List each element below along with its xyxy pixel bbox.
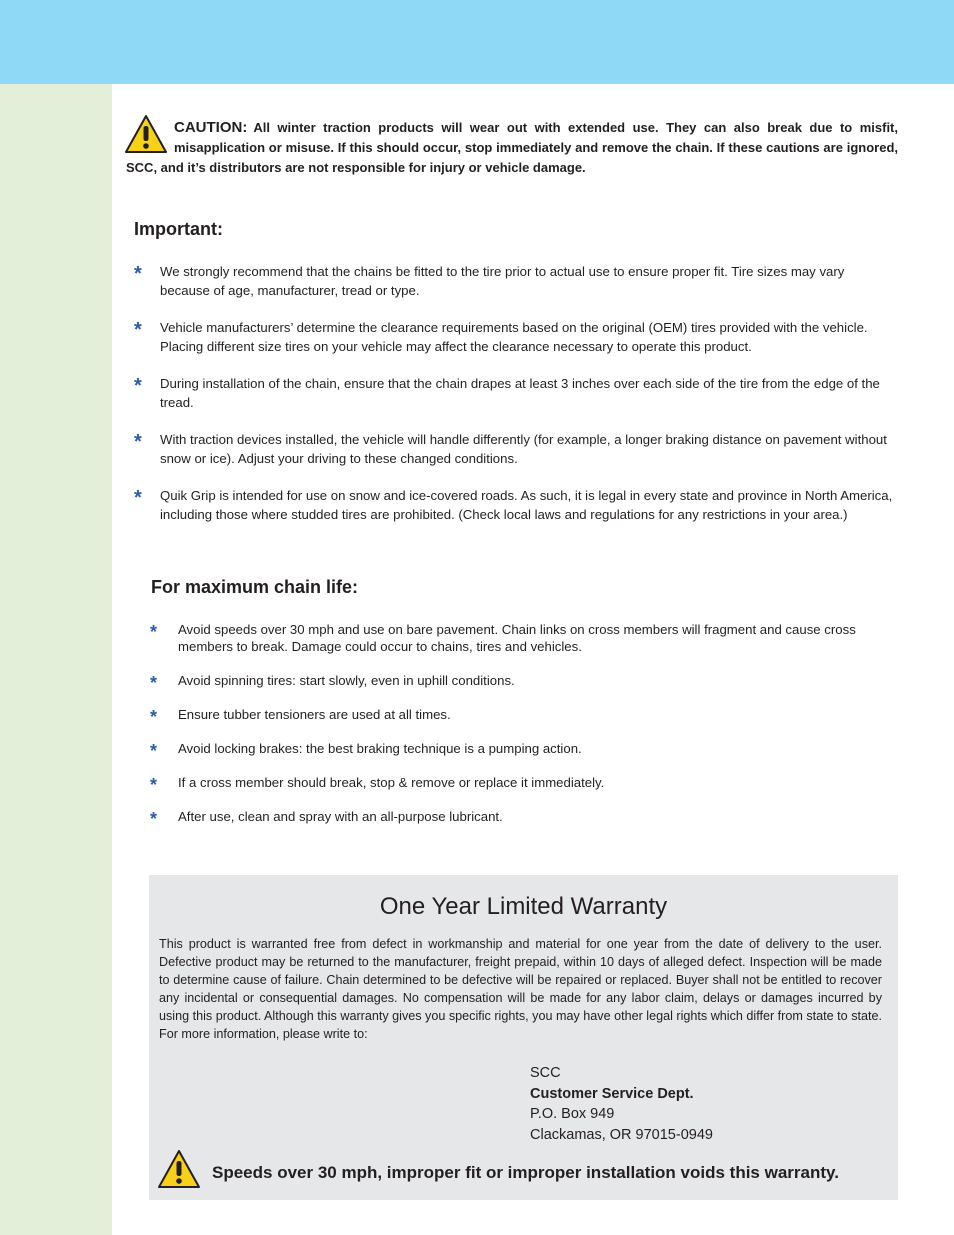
list-item-text: With traction devices installed, the vehicle will handle differently (for example, a longer braking distance on pavement without snow or ice). Adjust your driving to these changed conditions. <box>160 432 887 466</box>
warranty-title: One Year Limited Warranty <box>379 893 668 920</box>
list-item-text: Avoid spinning tires: start slowly, even in uphill conditions. <box>178 673 515 688</box>
header-band <box>0 0 954 84</box>
bullet-asterisk: * <box>134 375 142 397</box>
list-item <box>150 774 900 795</box>
bullet-asterisk: * <box>150 707 158 727</box>
list-item-text: Vehicle manufacturers’ determine the clearance requirements based on the original (OEM) tires provided with the vehicle. Placing different size tires on your vehicle may affect the clearance necessary to operate this product. <box>160 320 868 354</box>
warranty-box <box>149 875 898 1200</box>
list-item-text: After use, clean and spray with an all-purpose lubricant. <box>178 809 503 824</box>
caution-text: All winter traction products will wear out with extended use. They can also break due to misfit, misapplication or misuse. If this should occur, stop immediately and remove the chain. If these cautions are ignored, SCC, and it’s distributors are not responsible for injury or vehicle damage. <box>126 120 898 175</box>
important-list <box>134 262 894 542</box>
list-item <box>134 374 894 412</box>
sidebar-band <box>0 84 112 1235</box>
list-item <box>134 318 894 356</box>
caution-label: CAUTION: <box>174 119 248 136</box>
address-city: Clackamas, OR 97015-0949 <box>530 1126 713 1143</box>
important-heading: Important: <box>134 219 223 239</box>
list-item-text: We strongly recommend that the chains be fitted to the tire prior to actual use to ensure proper fit. Tire sizes may vary because of age, manufacturer, tread or type. <box>160 264 845 298</box>
list-item-text: Quik Grip is intended for use on snow and ice-covered roads. As such, it is legal in every state and province in North America, including those where studded tires are prohibited. (Check local laws and regulations for any restrictions in your area.) <box>160 488 893 522</box>
list-item <box>150 672 900 693</box>
list-item <box>150 621 900 655</box>
address-po-box: P.O. Box 949 <box>530 1106 615 1122</box>
list-item <box>150 706 900 727</box>
list-item <box>134 262 894 300</box>
warranty-void-note: Speeds over 30 mph, improper fit or improper installation voids this warranty. <box>212 1163 839 1182</box>
address-department: Customer Service Dept. <box>530 1085 694 1102</box>
bullet-asterisk: * <box>150 775 158 795</box>
bullet-asterisk: * <box>150 673 158 693</box>
bullet-asterisk: * <box>134 263 142 285</box>
list-item-text: Avoid locking brakes: the best braking technique is a pumping action. <box>178 741 582 756</box>
list-item <box>150 740 900 761</box>
caution-notice <box>126 118 898 178</box>
bullet-asterisk: * <box>134 319 142 341</box>
bullet-asterisk: * <box>134 431 142 453</box>
list-item-text: During installation of the chain, ensure that the chain drapes at least 3 inches over each side of the tire from the edge of the tread. <box>160 376 880 410</box>
bullet-asterisk: * <box>134 487 142 509</box>
warranty-body: This product is warranted free from defect in workmanship and material for one year from the date of delivery to the user. Defective product may be returned to the manufacturer, freight prepaid, within 10 days of alleged defect. Inspection will be made to determine cause of failure. Chain determined to be defective will be repaired or replaced. Buyer shall not be entitled to recover any incidental or consequential damages. No compensation will be made for any labor claim, delays or damages incurred by using this product. Although this warranty gives you specific rights, you may have other legal rights which differ from state to state. For more information, please write to: <box>159 937 882 1041</box>
list-item-text: If a cross member should break, stop & remove or replace it immediately. <box>178 775 605 790</box>
list-item <box>134 486 894 524</box>
chain-life-heading: For maximum chain life: <box>151 577 359 597</box>
bullet-asterisk: * <box>150 809 158 829</box>
list-item <box>134 430 894 468</box>
address-company: SCC <box>530 1065 561 1081</box>
list-item-text: Avoid speeds over 30 mph and use on bare pavement. Chain links on cross members will fragment and cause cross members to break. Damage could occur to chains, tires and vehicles. <box>178 622 856 654</box>
bullet-asterisk: * <box>150 741 158 761</box>
bullet-asterisk: * <box>150 622 158 642</box>
mailing-address <box>530 1063 713 1145</box>
warning-triangle-icon <box>157 1149 201 1189</box>
chain-life-list <box>150 621 900 842</box>
list-item-text: Ensure tubber tensioners are used at all times. <box>178 707 451 722</box>
list-item <box>150 808 900 829</box>
